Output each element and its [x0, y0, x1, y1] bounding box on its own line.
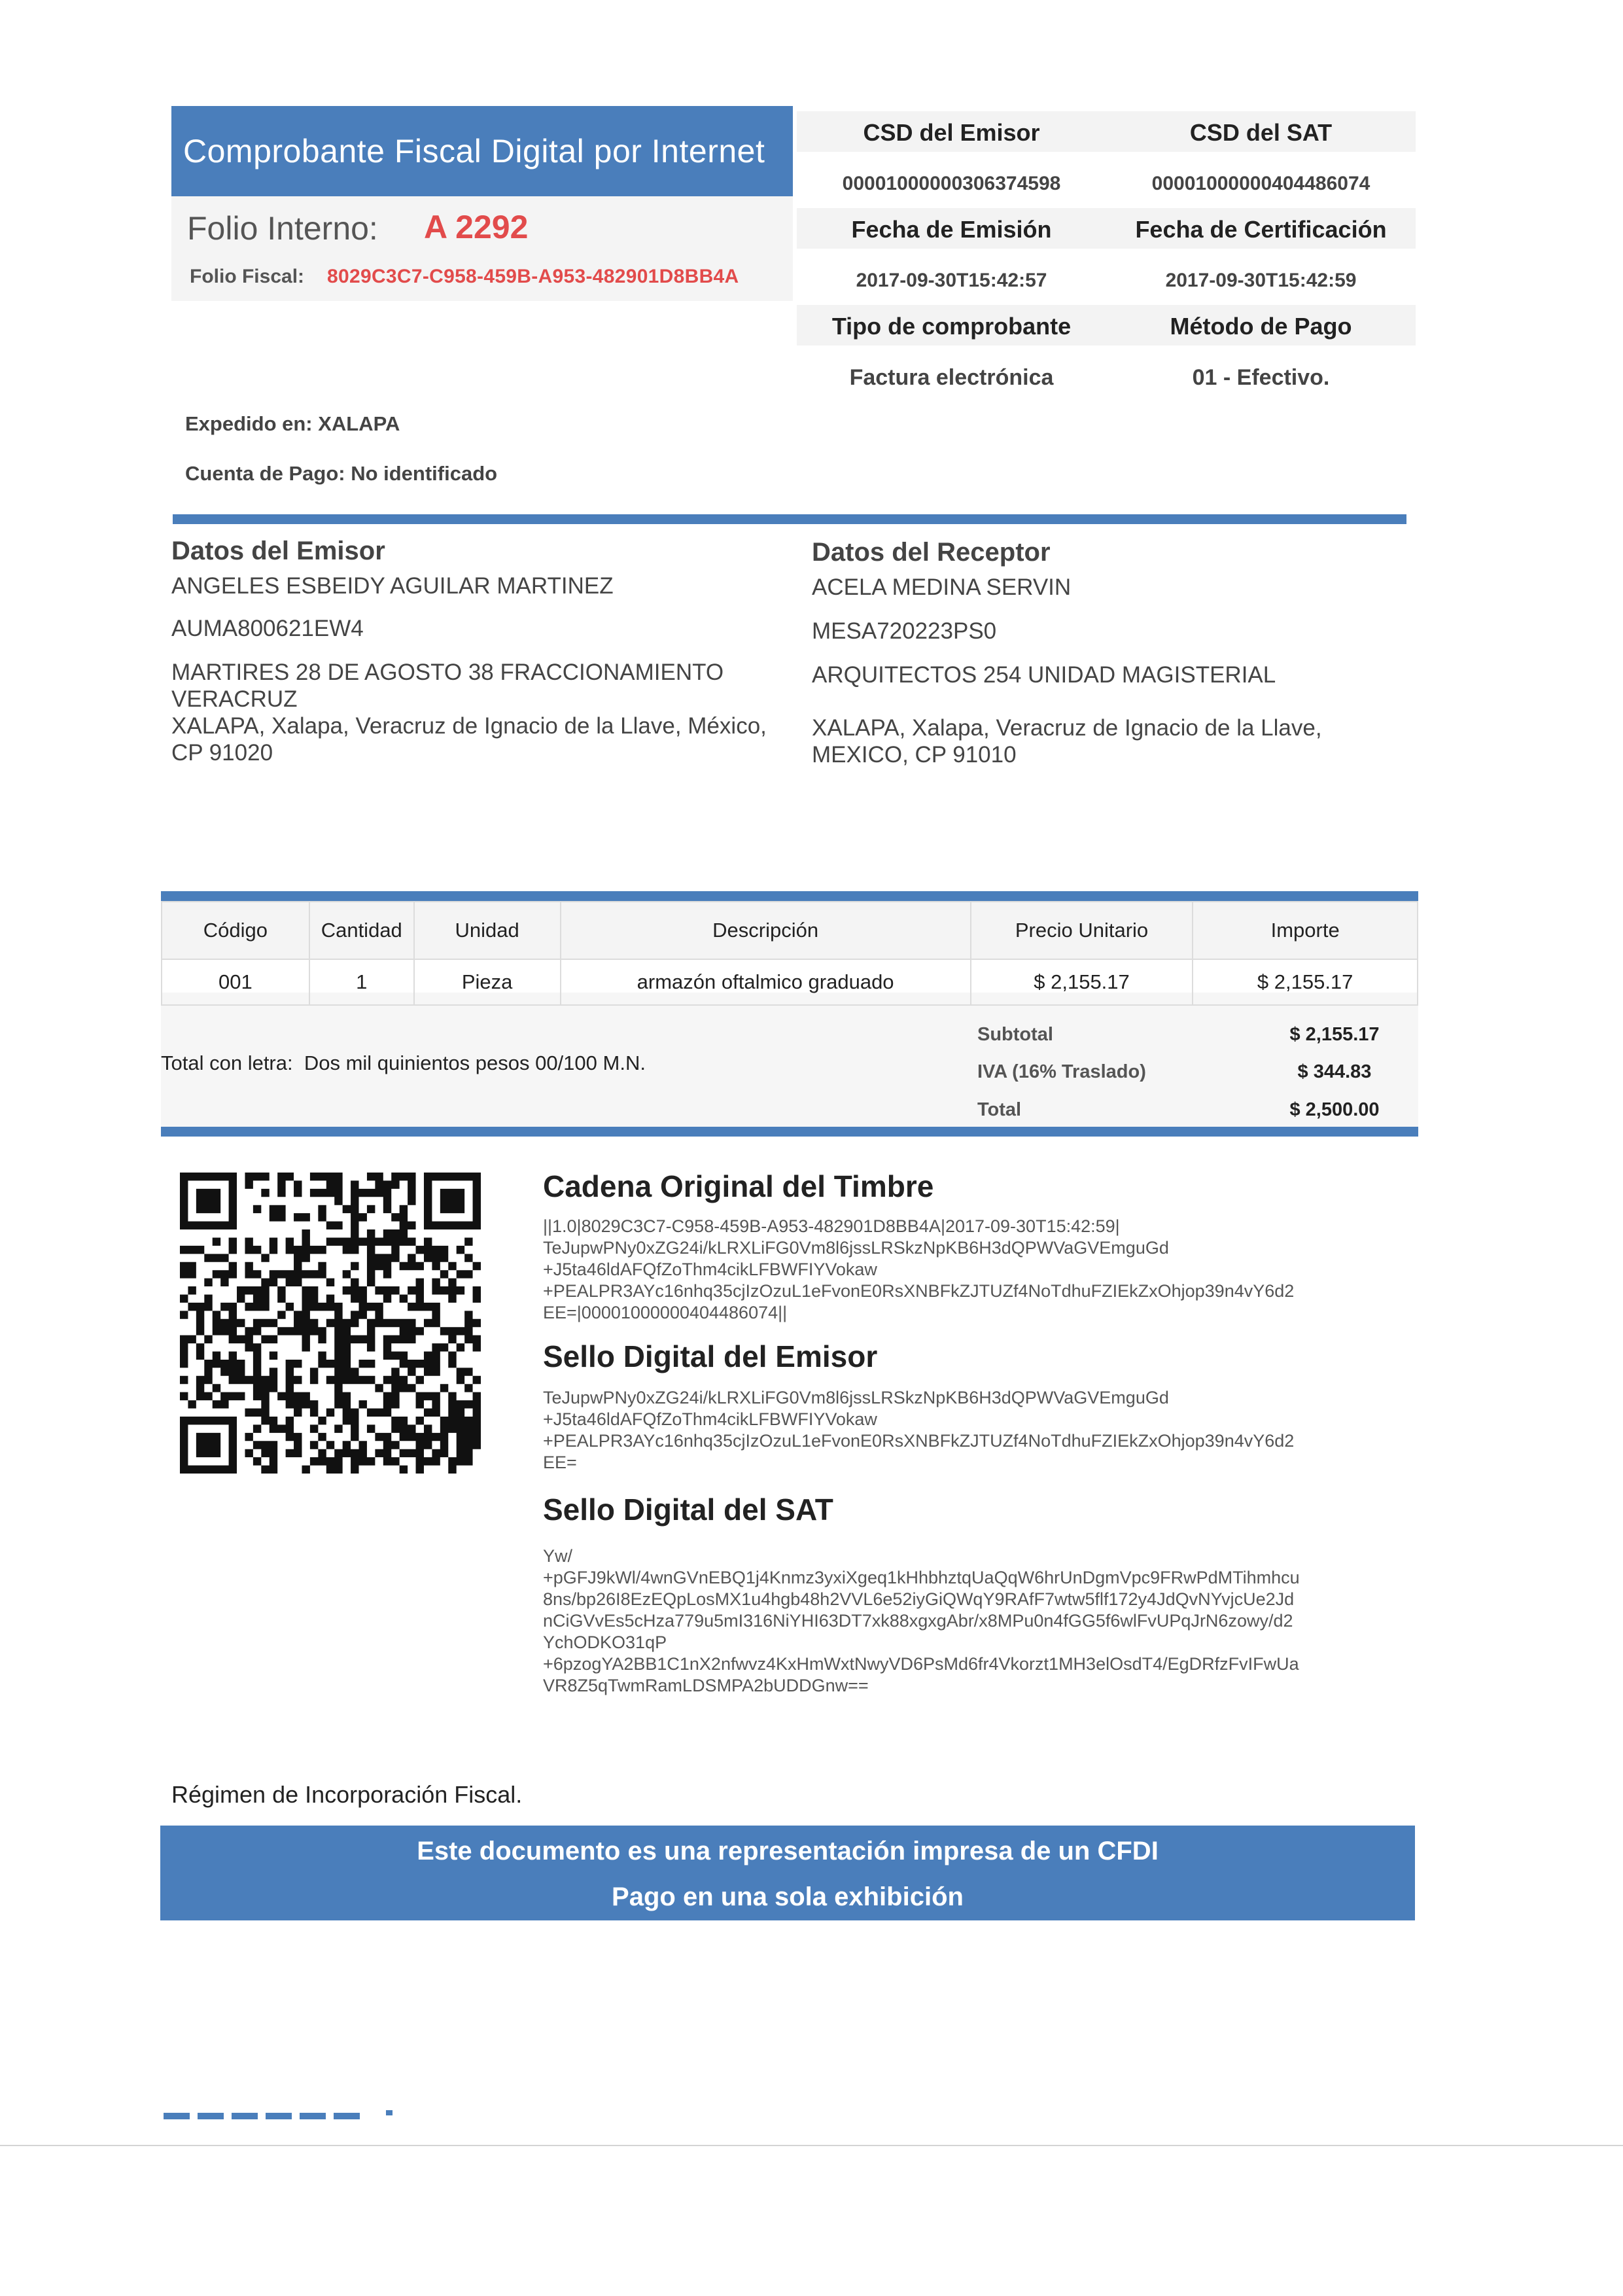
cadena-original-text	[543, 1216, 1400, 1324]
items-table	[161, 901, 1418, 1006]
header-descripcion: Descripción	[561, 902, 971, 959]
emisor-address-1: MARTIRES 28 DE AGOSTO 38 FRACCIONAMIENTO	[171, 660, 724, 685]
sello-sat-line: +pGFJ9kWl/4wnGVnEBQ1j4Knmz3yxiXgeq1kHhbhztqUaQqW6hrUnDgmVpc9FRwPdMTihmhcu	[543, 1568, 1300, 1587]
emisor-address-4: CP 91020	[171, 740, 273, 766]
subtotal-label: Subtotal	[977, 1024, 1053, 1045]
fecha-certificacion-value: 2017-09-30T15:42:59	[1165, 270, 1357, 291]
header-precio-unitario: Precio Unitario	[971, 902, 1193, 959]
folio-fiscal-label: Folio Fiscal:	[190, 266, 305, 287]
header-cantidad: Cantidad	[309, 902, 414, 959]
total-letra-label: Total con letra:	[161, 1051, 293, 1074]
cuenta-pago: Cuenta de Pago: No identificado	[185, 462, 498, 485]
receptor-address-3: MEXICO, CP 91010	[812, 742, 1017, 768]
total-letra-value: Dos mil quinientos pesos 00/100 M.N.	[304, 1051, 646, 1074]
section-divider	[173, 514, 1406, 524]
folio-interno-label: Folio Interno:	[187, 210, 378, 247]
cadena-original-title: Cadena Original del Timbre	[543, 1169, 934, 1203]
emisor-name: ANGELES ESBEIDY AGUILAR MARTINEZ	[171, 573, 614, 599]
csd-emisor-label: CSD del Emisor	[863, 119, 1040, 146]
sello-sat-line: +6pzogYA2BB1C1nX2nfwvz4KxHmWxtNwyVD6PsMd6fr4Vkorzt1MH3elOsdT4/EgDRfzFvIFwUa	[543, 1654, 1299, 1674]
csd-sat-label: CSD del SAT	[1189, 119, 1333, 146]
sello-sat-text	[543, 1545, 1400, 1697]
receptor-title: Datos del Receptor	[812, 538, 1051, 567]
emisor-section	[171, 537, 799, 766]
sello-sat-line: YchODKO31qP	[543, 1633, 667, 1652]
tipo-comprobante-value: Factura electrónica	[849, 365, 1054, 390]
cell-descripcion: armazón oftalmico graduado	[561, 959, 971, 1005]
total-value: $ 2,500.00	[1289, 1099, 1380, 1120]
table-header-row	[162, 902, 1418, 959]
cell-precio-unitario: $ 2,155.17	[971, 959, 1193, 1005]
qr-code-icon	[180, 1173, 481, 1474]
receptor-name: ACELA MEDINA SERVIN	[812, 574, 1072, 600]
sello-sat-title: Sello Digital del SAT	[543, 1492, 833, 1527]
tipo-comprobante-label: Tipo de comprobante	[831, 313, 1072, 340]
csd-sat-value: 00001000000404486074	[1151, 173, 1370, 194]
cell-unidad: Pieza	[414, 959, 561, 1005]
emisor-address-2: VERACRUZ	[171, 686, 298, 712]
document-title: Comprobante Fiscal Digital por Internet	[171, 106, 793, 196]
fecha-emision-label: Fecha de Emisión	[851, 216, 1052, 243]
brand-logo-icon	[164, 2110, 412, 2119]
sello-emisor-line: EE=	[543, 1453, 577, 1472]
cadena-line: TeJupwPNy0xZG24i/kLRXLiFG0Vm8l6jssLRSkzNpKB6H3dQPWVaGVEmguGd	[543, 1238, 1169, 1258]
csd-emisor-value: 00001000000306374598	[842, 173, 1061, 194]
sello-emisor-line: +J5ta46ldAFQfZoThm4cikLFBWFIYVokaw	[543, 1409, 877, 1429]
folio-fiscal-value: 8029C3C7-C958-459B-A953-482901D8BB4A	[327, 266, 739, 287]
sello-emisor-text	[543, 1387, 1400, 1474]
cadena-line: ||1.0|8029C3C7-C958-459B-A953-482901D8BB4A|2017-09-30T15:42:59|	[543, 1216, 1120, 1236]
footer-banner	[160, 1826, 1415, 1920]
header-unidad: Unidad	[414, 902, 561, 959]
emisor-title: Datos del Emisor	[171, 537, 385, 565]
header-importe: Importe	[1193, 902, 1418, 959]
metodo-pago-label: Método de Pago	[1170, 313, 1352, 340]
footer-line-1: Este documento es una representación impresa de un CFDI	[417, 1837, 1159, 1865]
fecha-emision-value: 2017-09-30T15:42:57	[856, 270, 1047, 291]
iva-value: $ 344.83	[1297, 1061, 1372, 1082]
receptor-address-1: ARQUITECTOS 254 UNIDAD MAGISTERIAL	[812, 662, 1276, 688]
table-row	[162, 959, 1418, 1005]
cadena-line: +J5ta46ldAFQfZoThm4cikLFBWFIYVokaw	[543, 1260, 877, 1279]
regimen-fiscal: Régimen de Incorporación Fiscal.	[171, 1781, 523, 1808]
total-label: Total	[977, 1099, 1022, 1120]
sello-sat-line: Yw/	[543, 1546, 573, 1566]
metodo-pago-value: 01 - Efectivo.	[1192, 365, 1330, 390]
cadena-line: EE=|00001000000404486074||	[543, 1303, 788, 1322]
expedido-en: Expedido en: XALAPA	[185, 412, 400, 435]
sello-sat-line: 8ns/bp26I8EzEQpLosMX1u4hgb48h2VVL6e52iyGiQWqY9RAfF7wtw5flf172y4JdQvNYvjcUe2Jd	[543, 1589, 1295, 1609]
emisor-rfc: AUMA800621EW4	[171, 616, 364, 641]
sello-sat-line: nCiGVvEs5cHza779u5mI316NiYHI63DT7xk88xgxgAbr/x8MPu0n4fGG5f6wlFvUPqJrN6zowy/d2	[543, 1611, 1293, 1631]
subtotal-value: $ 2,155.17	[1289, 1024, 1380, 1045]
sello-sat-line: VR8Z5qTwmRamLDSMPA2bUDDGnw==	[543, 1676, 869, 1695]
header-codigo: Código	[162, 902, 309, 959]
folio-interno-value: A 2292	[424, 209, 529, 245]
iva-label: IVA (16% Traslado)	[977, 1061, 1146, 1082]
total-con-letra	[161, 1051, 646, 1075]
cadena-line: +PEALPR3AYc16nhq35cjIzOzuL1eFvonE0RsXNBFkZJTUZf4NoTdhuFZIEkZxOhjop39n4vY6d2	[543, 1281, 1295, 1301]
sello-emisor-line: +PEALPR3AYc16nhq35cjIzOzuL1eFvonE0RsXNBFkZJTUZf4NoTdhuFZIEkZxOhjop39n4vY6d2	[543, 1431, 1295, 1451]
fecha-certificacion-label: Fecha de Certificación	[1135, 216, 1387, 243]
emisor-address-3: XALAPA, Xalapa, Veracruz de Ignacio de la Llave, México,	[171, 713, 767, 739]
cell-codigo: 001	[162, 959, 309, 1005]
sello-emisor-title: Sello Digital del Emisor	[543, 1339, 878, 1373]
receptor-rfc: MESA720223PS0	[812, 618, 997, 644]
footer-line-2: Pago en una sola exhibición	[612, 1882, 964, 1911]
page-bottom-rule	[0, 2145, 1623, 2146]
receptor-section	[812, 538, 1414, 768]
sello-emisor-line: TeJupwPNy0xZG24i/kLRXLiFG0Vm8l6jssLRSkzNpKB6H3dQPWVaGVEmguGd	[543, 1388, 1169, 1407]
cell-importe: $ 2,155.17	[1193, 959, 1418, 1005]
receptor-address-2: XALAPA, Xalapa, Veracruz de Ignacio de la Llave,	[812, 715, 1322, 741]
cell-cantidad: 1	[309, 959, 414, 1005]
